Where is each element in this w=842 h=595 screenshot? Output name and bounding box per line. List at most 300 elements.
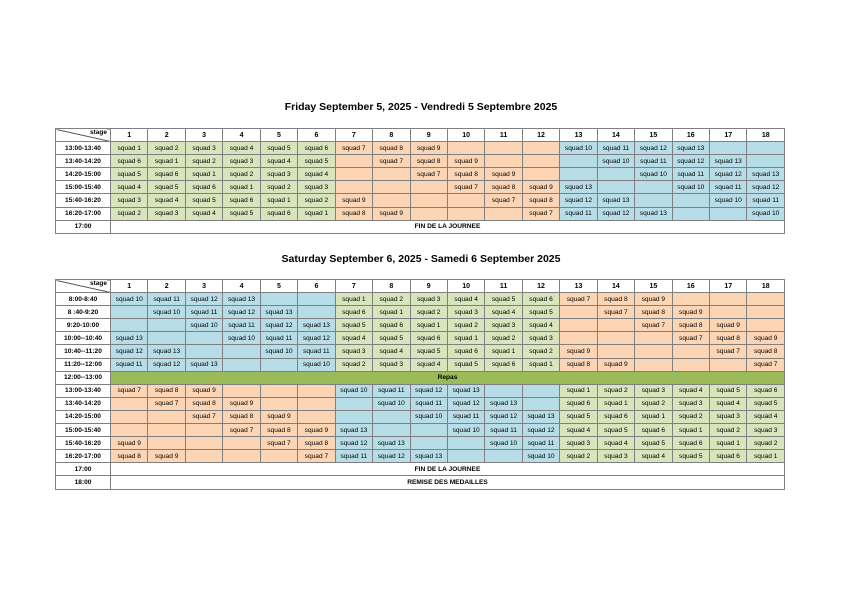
squad-cell: squad 12 <box>710 168 747 181</box>
squad-cell: squad 5 <box>447 358 484 371</box>
schedule-row <box>56 306 785 319</box>
squad-cell: squad 2 <box>522 345 559 358</box>
squad-cell <box>710 207 747 220</box>
squad-cell: squad 13 <box>485 397 522 410</box>
squad-cell <box>298 397 335 410</box>
squad-cell <box>260 384 297 397</box>
squad-cell: squad 10 <box>522 450 559 463</box>
squad-cell <box>522 155 559 168</box>
squad-cell <box>185 332 222 345</box>
squad-cell: squad 8 <box>522 194 559 207</box>
squad-cell: squad 13 <box>635 207 672 220</box>
squad-cell <box>560 319 597 332</box>
squad-cell <box>185 437 222 450</box>
squad-cell <box>223 384 260 397</box>
squad-cell <box>185 345 222 358</box>
squad-cell: squad 7 <box>298 450 335 463</box>
squad-cell <box>597 345 634 358</box>
stage-number: 17 <box>710 280 747 293</box>
squad-cell: squad 5 <box>672 450 709 463</box>
stage-number: 5 <box>260 280 297 293</box>
squad-cell: squad 4 <box>148 194 185 207</box>
squad-cell: squad 8 <box>260 424 297 437</box>
squad-cell: squad 13 <box>710 155 747 168</box>
squad-cell <box>485 384 522 397</box>
squad-cell: squad 7 <box>373 155 410 168</box>
time-slot: 8 :40-9:20 <box>56 306 111 319</box>
squad-cell <box>635 181 672 194</box>
footer-row <box>56 220 785 233</box>
squad-cell: squad 9 <box>111 437 148 450</box>
squad-cell: squad 1 <box>710 437 747 450</box>
squad-cell: squad 10 <box>747 207 785 220</box>
squad-cell: squad 10 <box>447 424 484 437</box>
squad-cell: squad 6 <box>185 181 222 194</box>
squad-cell <box>522 142 559 155</box>
schedule-row <box>56 410 785 423</box>
squad-cell <box>447 142 484 155</box>
squad-cell: squad 11 <box>485 424 522 437</box>
stage-number: 2 <box>148 129 185 142</box>
squad-cell <box>298 384 335 397</box>
stage-number: 18 <box>747 280 785 293</box>
squad-cell: squad 3 <box>597 450 634 463</box>
squad-cell <box>410 424 447 437</box>
squad-cell: squad 7 <box>560 293 597 306</box>
stage-number: 6 <box>298 129 335 142</box>
squad-cell <box>223 450 260 463</box>
stage-number: 15 <box>635 280 672 293</box>
squad-cell: squad 9 <box>335 194 372 207</box>
squad-cell <box>410 437 447 450</box>
squad-cell: squad 4 <box>373 345 410 358</box>
time-slot: 15:00-15:40 <box>56 424 111 437</box>
squad-cell: squad 7 <box>447 181 484 194</box>
squad-cell: squad 2 <box>635 397 672 410</box>
squad-cell: squad 6 <box>223 194 260 207</box>
footer-time: 17:00 <box>56 220 111 233</box>
squad-cell: squad 7 <box>185 410 222 423</box>
squad-cell <box>672 194 709 207</box>
squad-cell <box>185 424 222 437</box>
stage-number: 12 <box>522 280 559 293</box>
squad-cell: squad 11 <box>747 194 785 207</box>
squad-cell: squad 12 <box>335 437 372 450</box>
squad-cell: squad 11 <box>335 450 372 463</box>
squad-cell <box>747 293 785 306</box>
squad-cell <box>597 181 634 194</box>
squad-cell: squad 5 <box>560 410 597 423</box>
squad-cell: squad 1 <box>298 207 335 220</box>
squad-cell <box>111 424 148 437</box>
schedule-row <box>56 181 785 194</box>
squad-cell <box>373 424 410 437</box>
squad-cell: squad 4 <box>223 142 260 155</box>
footer-text: FIN DE LA JOURNEE <box>111 463 785 476</box>
squad-cell: squad 6 <box>410 332 447 345</box>
time-slot: 10:00--10:40 <box>56 332 111 345</box>
squad-cell: squad 12 <box>447 397 484 410</box>
squad-cell: squad 2 <box>447 319 484 332</box>
squad-cell: squad 1 <box>447 332 484 345</box>
squad-cell <box>335 397 372 410</box>
squad-cell <box>672 207 709 220</box>
squad-cell <box>148 410 185 423</box>
squad-cell: squad 2 <box>223 168 260 181</box>
squad-cell: squad 10 <box>223 332 260 345</box>
squad-cell: squad 11 <box>597 142 634 155</box>
squad-cell: squad 1 <box>335 293 372 306</box>
squad-cell: squad 13 <box>410 450 447 463</box>
squad-cell: squad 1 <box>635 410 672 423</box>
squad-cell: squad 10 <box>111 293 148 306</box>
time-slot: 13:00-13:40 <box>56 142 111 155</box>
squad-cell: squad 10 <box>635 168 672 181</box>
squad-cell: squad 3 <box>373 358 410 371</box>
squad-cell: squad 1 <box>148 155 185 168</box>
squad-cell <box>410 194 447 207</box>
squad-cell <box>485 155 522 168</box>
stage-number: 10 <box>447 129 484 142</box>
squad-cell: squad 9 <box>672 306 709 319</box>
stage-header-row <box>56 129 785 142</box>
time-slot: 16:20-17:00 <box>56 207 111 220</box>
squad-cell: squad 13 <box>597 194 634 207</box>
squad-cell: squad 2 <box>298 194 335 207</box>
squad-cell <box>298 293 335 306</box>
schedule-row <box>56 345 785 358</box>
squad-cell: squad 6 <box>747 384 785 397</box>
squad-cell: squad 8 <box>447 168 484 181</box>
squad-cell: squad 9 <box>710 319 747 332</box>
squad-cell <box>560 306 597 319</box>
squad-cell: squad 12 <box>522 424 559 437</box>
footer-time: 17:00 <box>56 463 111 476</box>
squad-cell <box>635 345 672 358</box>
squad-cell: squad 5 <box>335 319 372 332</box>
schedule-row <box>56 168 785 181</box>
squad-cell: squad 5 <box>747 397 785 410</box>
squad-cell: squad 13 <box>260 306 297 319</box>
squad-cell: squad 6 <box>522 293 559 306</box>
squad-cell <box>485 450 522 463</box>
schedule-row <box>56 319 785 332</box>
squad-cell: squad 11 <box>111 358 148 371</box>
squad-cell: squad 6 <box>335 306 372 319</box>
squad-cell: squad 10 <box>410 410 447 423</box>
squad-cell: squad 9 <box>747 332 785 345</box>
stage-header-row <box>56 280 785 293</box>
squad-cell <box>447 207 484 220</box>
squad-cell: squad 11 <box>410 397 447 410</box>
squad-cell <box>335 155 372 168</box>
squad-cell: squad 8 <box>597 293 634 306</box>
squad-cell: squad 6 <box>111 155 148 168</box>
squad-cell: squad 8 <box>747 345 785 358</box>
squad-cell: squad 3 <box>635 384 672 397</box>
squad-cell <box>335 168 372 181</box>
squad-cell: squad 4 <box>485 306 522 319</box>
squad-cell: squad 3 <box>111 194 148 207</box>
squad-cell <box>485 207 522 220</box>
squad-cell: squad 9 <box>223 397 260 410</box>
stage-number: 18 <box>747 129 785 142</box>
squad-cell: squad 3 <box>522 332 559 345</box>
squad-cell <box>635 194 672 207</box>
squad-cell: squad 11 <box>298 345 335 358</box>
squad-cell: squad 11 <box>560 207 597 220</box>
squad-cell: squad 12 <box>747 181 785 194</box>
squad-cell: squad 8 <box>148 384 185 397</box>
time-slot: 15:00-15:40 <box>56 181 111 194</box>
squad-cell: squad 7 <box>410 168 447 181</box>
squad-cell: squad 2 <box>111 207 148 220</box>
schedule-row <box>56 450 785 463</box>
squad-cell: squad 1 <box>522 358 559 371</box>
schedule-row <box>56 155 785 168</box>
stage-number: 1 <box>111 129 148 142</box>
squad-cell: squad 1 <box>373 306 410 319</box>
squad-cell: squad 9 <box>373 207 410 220</box>
stage-number: 5 <box>260 129 297 142</box>
schedule-row <box>56 384 785 397</box>
squad-cell <box>747 319 785 332</box>
squad-cell: squad 4 <box>522 319 559 332</box>
schedule-row <box>56 397 785 410</box>
squad-cell: squad 13 <box>335 424 372 437</box>
stage-number: 9 <box>410 280 447 293</box>
squad-cell <box>185 450 222 463</box>
squad-cell: squad 4 <box>747 410 785 423</box>
squad-cell <box>373 194 410 207</box>
time-slot: 11:20--12:00 <box>56 358 111 371</box>
squad-cell: squad 11 <box>447 410 484 423</box>
squad-cell: squad 6 <box>635 424 672 437</box>
squad-cell: squad 12 <box>260 319 297 332</box>
squad-cell: squad 12 <box>635 142 672 155</box>
squad-cell: squad 13 <box>373 437 410 450</box>
squad-cell: squad 10 <box>373 397 410 410</box>
squad-cell: squad 11 <box>522 437 559 450</box>
squad-cell <box>485 142 522 155</box>
squad-cell: squad 8 <box>410 155 447 168</box>
squad-cell <box>710 306 747 319</box>
squad-cell: squad 10 <box>710 194 747 207</box>
squad-cell: squad 5 <box>522 306 559 319</box>
squad-cell: squad 1 <box>747 450 785 463</box>
squad-cell: squad 3 <box>335 345 372 358</box>
squad-cell: squad 2 <box>672 410 709 423</box>
stage-number: 1 <box>111 280 148 293</box>
squad-cell: squad 10 <box>148 306 185 319</box>
squad-cell: squad 11 <box>373 384 410 397</box>
time-slot: 14:20-15:00 <box>56 410 111 423</box>
squad-cell: squad 1 <box>260 194 297 207</box>
time-slot: 15:40-16:20 <box>56 194 111 207</box>
squad-cell: squad 3 <box>710 410 747 423</box>
squad-cell: squad 6 <box>485 358 522 371</box>
lunch-label: Repas <box>111 371 785 384</box>
squad-cell: squad 4 <box>710 397 747 410</box>
squad-cell <box>335 181 372 194</box>
squad-cell: squad 10 <box>560 142 597 155</box>
squad-cell: squad 13 <box>747 168 785 181</box>
schedule-row <box>56 194 785 207</box>
squad-cell: squad 9 <box>410 142 447 155</box>
squad-cell: squad 7 <box>335 142 372 155</box>
squad-cell: squad 7 <box>710 345 747 358</box>
squad-cell: squad 12 <box>111 345 148 358</box>
stage-corner-cell <box>56 280 111 293</box>
squad-cell: squad 2 <box>185 155 222 168</box>
squad-cell: squad 12 <box>148 358 185 371</box>
squad-cell: squad 4 <box>260 155 297 168</box>
squad-cell: squad 13 <box>223 293 260 306</box>
squad-cell: squad 8 <box>672 319 709 332</box>
squad-cell: squad 8 <box>111 450 148 463</box>
schedule-row <box>56 424 785 437</box>
stage-label: stage <box>90 129 107 136</box>
stage-number: 14 <box>597 280 634 293</box>
squad-cell <box>522 384 559 397</box>
squad-cell: squad 2 <box>710 424 747 437</box>
stage-number: 10 <box>447 280 484 293</box>
squad-cell <box>223 345 260 358</box>
squad-cell <box>298 306 335 319</box>
squad-cell: squad 6 <box>298 142 335 155</box>
squad-cell: squad 1 <box>485 345 522 358</box>
squad-cell: squad 13 <box>148 345 185 358</box>
stage-number: 16 <box>672 129 709 142</box>
squad-cell <box>260 450 297 463</box>
squad-cell <box>260 358 297 371</box>
squad-cell: squad 9 <box>597 358 634 371</box>
squad-cell: squad 2 <box>148 142 185 155</box>
squad-cell: squad 6 <box>710 450 747 463</box>
squad-cell: squad 11 <box>185 306 222 319</box>
squad-cell: squad 9 <box>148 450 185 463</box>
squad-cell: squad 7 <box>672 332 709 345</box>
squad-cell <box>148 424 185 437</box>
stage-number: 11 <box>485 280 522 293</box>
squad-cell: squad 7 <box>522 207 559 220</box>
squad-cell: squad 9 <box>185 384 222 397</box>
time-slot: 8:00-8:40 <box>56 293 111 306</box>
squad-cell <box>597 332 634 345</box>
squad-cell <box>710 142 747 155</box>
time-slot: 9:20-10:00 <box>56 319 111 332</box>
schedule-row <box>56 437 785 450</box>
squad-cell: squad 3 <box>485 319 522 332</box>
stage-number: 3 <box>185 129 222 142</box>
squad-cell: squad 3 <box>298 181 335 194</box>
squad-cell <box>597 319 634 332</box>
squad-cell: squad 7 <box>260 437 297 450</box>
squad-cell: squad 12 <box>597 207 634 220</box>
squad-cell <box>672 345 709 358</box>
squad-cell: squad 5 <box>111 168 148 181</box>
stage-number: 16 <box>672 280 709 293</box>
stage-number: 8 <box>373 280 410 293</box>
squad-cell: squad 3 <box>410 293 447 306</box>
squad-cell: squad 4 <box>447 293 484 306</box>
squad-cell <box>373 410 410 423</box>
squad-cell: squad 3 <box>185 142 222 155</box>
squad-cell: squad 10 <box>185 319 222 332</box>
stage-corner-cell <box>56 129 111 142</box>
squad-cell: squad 10 <box>597 155 634 168</box>
squad-cell: squad 6 <box>447 345 484 358</box>
squad-cell <box>597 168 634 181</box>
squad-cell: squad 10 <box>260 345 297 358</box>
day1-schedule-table <box>55 128 785 234</box>
squad-cell <box>298 410 335 423</box>
squad-cell: squad 4 <box>410 358 447 371</box>
squad-cell: squad 3 <box>560 437 597 450</box>
squad-cell: squad 13 <box>672 142 709 155</box>
stage-number: 13 <box>560 129 597 142</box>
squad-cell: squad 9 <box>522 181 559 194</box>
stage-label: stage <box>90 280 107 287</box>
squad-cell: squad 13 <box>111 332 148 345</box>
squad-cell: squad 11 <box>148 293 185 306</box>
squad-cell: squad 1 <box>185 168 222 181</box>
squad-cell: squad 12 <box>672 155 709 168</box>
squad-cell: squad 8 <box>373 142 410 155</box>
squad-cell: squad 3 <box>747 424 785 437</box>
squad-cell: squad 7 <box>597 306 634 319</box>
squad-cell <box>635 358 672 371</box>
schedule-row <box>56 207 785 220</box>
squad-cell <box>148 437 185 450</box>
schedule-row <box>56 332 785 345</box>
squad-cell: squad 7 <box>148 397 185 410</box>
footer-text: REMISE DES MEDAILLES <box>111 476 785 489</box>
time-slot: 14:20-15:00 <box>56 168 111 181</box>
squad-cell: squad 6 <box>148 168 185 181</box>
squad-cell: squad 1 <box>410 319 447 332</box>
squad-cell <box>335 410 372 423</box>
footer-time: 18:00 <box>56 476 111 489</box>
squad-cell <box>373 168 410 181</box>
squad-cell: squad 4 <box>560 424 597 437</box>
stage-number: 2 <box>148 280 185 293</box>
time-slot: 16:20-17:00 <box>56 450 111 463</box>
stage-number: 8 <box>373 129 410 142</box>
squad-cell: squad 7 <box>111 384 148 397</box>
squad-cell <box>260 397 297 410</box>
squad-cell: squad 3 <box>148 207 185 220</box>
time-slot: 10:40--11:20 <box>56 345 111 358</box>
squad-cell: squad 4 <box>635 450 672 463</box>
squad-cell: squad 8 <box>335 207 372 220</box>
squad-cell: squad 8 <box>635 306 672 319</box>
squad-cell: squad 4 <box>335 332 372 345</box>
squad-cell: squad 5 <box>148 181 185 194</box>
squad-cell: squad 5 <box>635 437 672 450</box>
schedule-row <box>56 358 785 371</box>
squad-cell <box>747 306 785 319</box>
squad-cell <box>447 194 484 207</box>
squad-cell: squad 9 <box>260 410 297 423</box>
stage-number: 17 <box>710 129 747 142</box>
squad-cell: squad 12 <box>485 410 522 423</box>
squad-cell: squad 4 <box>185 207 222 220</box>
time-slot: 13:00-13:40 <box>56 384 111 397</box>
squad-cell: squad 2 <box>485 332 522 345</box>
squad-cell <box>747 155 785 168</box>
squad-cell <box>111 306 148 319</box>
